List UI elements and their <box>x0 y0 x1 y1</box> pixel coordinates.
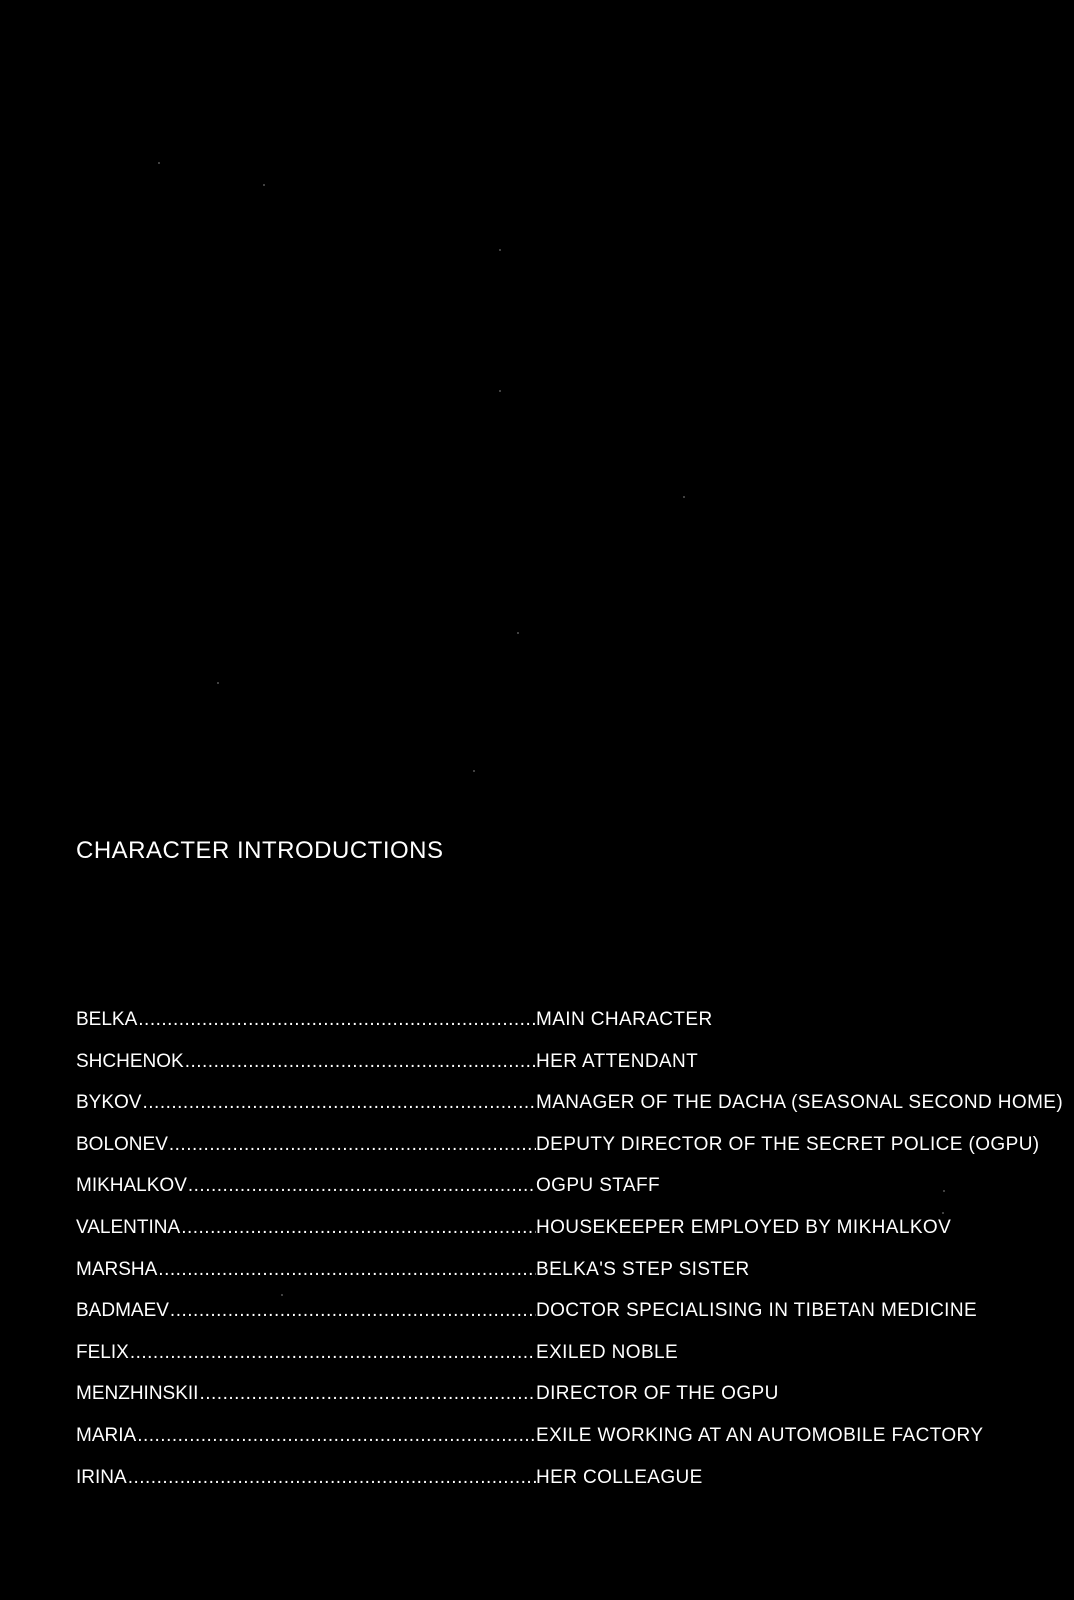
list-item <box>76 1341 1066 1383</box>
dust-speck <box>158 162 160 164</box>
dot-leader <box>170 1299 536 1323</box>
dot-leader <box>138 1008 536 1032</box>
dot-leader <box>142 1091 536 1115</box>
dot-leader <box>181 1216 536 1240</box>
character-name: IRINA <box>76 1466 127 1488</box>
character-role: EXILED NOBLE <box>536 1341 679 1363</box>
character-role: DOCTOR SPECIALISING IN TIBETAN MEDICINE <box>536 1300 978 1322</box>
character-name: BADMAEV <box>76 1300 169 1322</box>
character-role: HOUSEKEEPER EMPLOYED BY MIKHALKOV <box>536 1216 952 1238</box>
list-item <box>76 1091 1066 1133</box>
character-role: DIRECTOR OF THE OGPU <box>536 1383 779 1405</box>
character-name: SHCHENOK <box>76 1050 184 1072</box>
dot-leader <box>128 1466 536 1490</box>
character-role: BELKA'S STEP SISTER <box>536 1258 750 1280</box>
dust-speck <box>683 496 685 498</box>
character-role: EXILE WORKING AT AN AUTOMOBILE FACTORY <box>536 1424 984 1446</box>
list-item <box>76 1466 1066 1508</box>
list-item <box>76 1258 1066 1300</box>
dot-leader <box>185 1050 536 1074</box>
character-name: FELIX <box>76 1341 129 1363</box>
list-item <box>76 1424 1066 1466</box>
dot-leader <box>188 1174 536 1198</box>
dot-leader <box>130 1341 536 1365</box>
page-title: CHARACTER INTRODUCTIONS <box>76 837 444 864</box>
dot-leader <box>137 1424 536 1448</box>
character-role: DEPUTY DIRECTOR OF THE SECRET POLICE (OGPU) <box>536 1133 1040 1155</box>
dust-speck <box>499 249 501 251</box>
character-list <box>76 1008 1066 1507</box>
character-name: MENZHINSKII <box>76 1383 199 1405</box>
character-name: BELKA <box>76 1009 138 1030</box>
character-name: MIKHALKOV <box>76 1175 187 1197</box>
character-role: MAIN CHARACTER <box>536 1009 713 1030</box>
list-item <box>76 1050 1066 1092</box>
dust-speck <box>263 184 265 186</box>
character-name: MARSHA <box>76 1258 158 1280</box>
list-item <box>76 1133 1066 1175</box>
dust-speck <box>217 682 219 684</box>
dust-speck <box>499 390 501 392</box>
character-role: HER ATTENDANT <box>536 1050 699 1072</box>
character-name: VALENTINA <box>76 1216 181 1238</box>
character-name: BOLONEV <box>76 1133 168 1155</box>
dust-speck <box>517 632 519 634</box>
character-role: HER COLLEAGUE <box>536 1466 703 1488</box>
list-item <box>76 1008 1066 1050</box>
list-item <box>76 1299 1066 1341</box>
character-name: MARIA <box>76 1424 137 1446</box>
list-item <box>76 1382 1066 1424</box>
character-name: BYKOV <box>76 1092 142 1114</box>
dot-leader <box>169 1133 536 1157</box>
dust-speck <box>473 770 475 772</box>
character-role: OGPU STAFF <box>536 1175 660 1197</box>
list-item <box>76 1174 1066 1216</box>
list-item <box>76 1216 1066 1258</box>
character-role: MANAGER OF THE DACHA (SEASONAL SECOND HOME) <box>536 1092 1064 1114</box>
dot-leader <box>158 1258 536 1282</box>
dot-leader <box>199 1382 536 1406</box>
